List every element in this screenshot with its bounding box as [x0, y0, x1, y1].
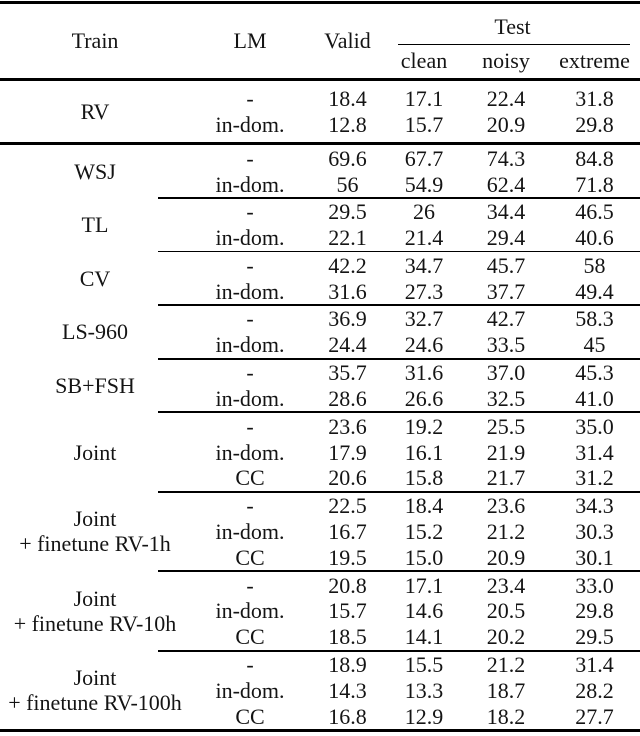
train-label-line: Joint	[73, 439, 117, 465]
train-label	[0, 652, 190, 730]
cell-extreme: 31.8	[575, 85, 614, 111]
cell-clean: 13.3	[404, 677, 444, 703]
cell-lm: -	[246, 252, 254, 278]
cell-lm: -	[246, 572, 254, 598]
train-label	[0, 572, 190, 650]
cell-noisy: 18.7	[486, 677, 526, 703]
cell-noisy: 22.4	[486, 85, 526, 111]
cell-clean: 15.5	[404, 652, 444, 678]
header-extreme: extreme	[559, 48, 630, 74]
cell-valid: 12.8	[328, 111, 367, 137]
cell-extreme: 27.7	[575, 703, 614, 729]
cell-extreme: 31.4	[575, 439, 614, 465]
train-label	[0, 145, 190, 197]
cell-clean: 18.4	[404, 493, 444, 519]
train-label-line: TL	[81, 212, 109, 238]
train-label	[0, 86, 190, 138]
cell-valid: 18.4	[328, 85, 367, 111]
header-test-subcolumns	[385, 45, 640, 77]
table-body	[0, 81, 640, 730]
cell-noisy: 42.7	[486, 306, 526, 332]
cell-extreme: 31.2	[575, 465, 614, 491]
cell-clean: 54.9	[404, 171, 444, 197]
train-group-tl	[0, 199, 640, 251]
cell-noisy: 18.2	[486, 703, 526, 729]
header-test-block	[385, 4, 640, 78]
cell-noisy: 45.7	[486, 252, 526, 278]
cell-noisy: 20.2	[486, 624, 526, 650]
cell-clean: 15.7	[404, 111, 444, 137]
cell-valid: 69.6	[328, 145, 367, 171]
cell-noisy: 33.5	[486, 332, 526, 358]
cell-extreme: 71.8	[575, 171, 614, 197]
cell-extreme: 29.5	[575, 624, 614, 650]
cell-valid: 20.8	[328, 572, 367, 598]
cell-clean: 12.9	[404, 703, 444, 729]
cell-extreme: 30.1	[575, 544, 614, 570]
cell-valid: 23.6	[328, 413, 367, 439]
cell-lm: in-dom.	[215, 332, 285, 358]
cell-clean: 24.6	[404, 332, 444, 358]
cell-extreme: 34.3	[575, 493, 614, 519]
cell-valid: 18.5	[328, 624, 367, 650]
cell-clean: 34.7	[404, 252, 444, 278]
train-label	[0, 199, 190, 251]
cell-extreme: 33.0	[575, 572, 614, 598]
cell-lm: -	[246, 85, 254, 111]
header-valid: Valid	[324, 27, 371, 53]
cell-valid: 16.8	[328, 703, 367, 729]
cell-extreme: 49.4	[575, 278, 614, 304]
cell-extreme: 41.0	[575, 385, 614, 411]
cell-clean: 26.6	[404, 385, 444, 411]
cell-lm: in-dom.	[215, 278, 285, 304]
cell-extreme: 35.0	[575, 413, 614, 439]
cell-extreme: 28.2	[575, 677, 614, 703]
cell-noisy: 29.4	[486, 225, 526, 251]
train-label-line: + finetune RV-1h	[19, 531, 171, 557]
train-label-line: Joint	[73, 665, 117, 691]
cell-lm: in-dom.	[215, 385, 285, 411]
cell-extreme: 40.6	[575, 225, 614, 251]
cell-clean: 32.7	[404, 306, 444, 332]
cell-lm: CC	[235, 703, 265, 729]
train-group-joint-finetune-rv-10h	[0, 572, 640, 650]
cell-clean: 15.2	[404, 518, 444, 544]
train-label	[0, 493, 190, 571]
cell-lm: in-dom.	[215, 111, 285, 137]
cell-clean: 14.6	[404, 598, 444, 624]
train-label-line: SB+FSH	[55, 372, 135, 398]
cell-noisy: 23.6	[486, 493, 526, 519]
cell-clean: 14.1	[404, 624, 444, 650]
cell-clean: 17.1	[404, 85, 444, 111]
train-label-line: + finetune RV-10h	[13, 610, 177, 636]
cell-extreme: 29.8	[575, 598, 614, 624]
train-group-rv	[0, 81, 640, 143]
cell-valid: 24.4	[328, 332, 367, 358]
header-noisy: noisy	[482, 48, 530, 74]
cell-noisy: 23.4	[486, 572, 526, 598]
train-label-line: CV	[79, 265, 111, 291]
train-group-joint	[0, 413, 640, 491]
header-clean: clean	[400, 48, 448, 74]
cell-lm: CC	[235, 544, 265, 570]
train-group-sb-fsh	[0, 360, 640, 412]
cell-valid: 14.3	[328, 677, 367, 703]
cell-noisy: 62.4	[486, 171, 526, 197]
train-label-line: Joint	[73, 506, 117, 532]
cell-noisy: 34.4	[486, 199, 526, 225]
cell-lm: -	[246, 413, 254, 439]
cell-noisy: 25.5	[486, 413, 526, 439]
cell-noisy: 20.9	[486, 111, 526, 137]
cell-noisy: 74.3	[486, 145, 526, 171]
train-group-ls-960	[0, 306, 640, 358]
cell-clean: 19.2	[404, 413, 444, 439]
cell-noisy: 32.5	[486, 385, 526, 411]
cell-extreme: 84.8	[575, 145, 614, 171]
train-label-line: RV	[80, 98, 110, 124]
train-label-line: LS-960	[62, 319, 128, 345]
cell-valid: 29.5	[328, 199, 367, 225]
cell-lm: in-dom.	[215, 439, 285, 465]
header-test: Test	[494, 13, 531, 39]
cell-valid: 22.5	[328, 493, 367, 519]
table-bottom-rule	[0, 729, 640, 732]
cell-valid: 15.7	[328, 598, 367, 624]
cell-extreme: 46.5	[575, 199, 614, 225]
table-header	[0, 4, 640, 78]
train-label-line: + finetune RV-100h	[8, 690, 182, 716]
train-label-line: WSJ	[74, 158, 116, 184]
cell-clean: 67.7	[404, 145, 444, 171]
cell-valid: 35.7	[328, 360, 367, 386]
header-lm: LM	[233, 27, 267, 53]
cell-valid: 36.9	[328, 306, 367, 332]
cell-valid: 56	[336, 171, 359, 197]
cell-clean: 31.6	[404, 360, 444, 386]
cell-lm: -	[246, 145, 254, 171]
cell-noisy: 21.9	[486, 439, 526, 465]
header-train: Train	[71, 27, 119, 53]
cell-extreme: 45.3	[575, 360, 614, 386]
cell-lm: in-dom.	[215, 598, 285, 624]
cell-extreme: 29.8	[575, 111, 614, 137]
cell-lm: -	[246, 493, 254, 519]
cell-extreme: 58.3	[575, 306, 614, 332]
cell-valid: 16.7	[328, 518, 367, 544]
cell-clean: 15.0	[404, 544, 444, 570]
cell-valid: 31.6	[328, 278, 367, 304]
cell-lm: CC	[235, 624, 265, 650]
cell-valid: 18.9	[328, 652, 367, 678]
cell-lm: CC	[235, 465, 265, 491]
cell-extreme: 30.3	[575, 518, 614, 544]
cell-lm: -	[246, 199, 254, 225]
cell-lm: -	[246, 652, 254, 678]
train-label	[0, 306, 190, 358]
cell-extreme: 31.4	[575, 652, 614, 678]
cell-lm: -	[246, 306, 254, 332]
cell-clean: 26	[413, 199, 435, 225]
cell-clean: 27.3	[404, 278, 444, 304]
train-group-cv	[0, 252, 640, 304]
cell-valid: 28.6	[328, 385, 367, 411]
cell-noisy: 21.2	[486, 652, 526, 678]
cell-clean: 21.4	[404, 225, 444, 251]
cell-clean: 16.1	[404, 439, 444, 465]
cell-valid: 19.5	[328, 544, 367, 570]
cell-valid: 22.1	[328, 225, 367, 251]
cell-noisy: 21.2	[486, 518, 526, 544]
cell-lm: in-dom.	[215, 677, 285, 703]
cell-extreme: 45	[583, 332, 606, 358]
cell-clean: 17.1	[404, 572, 444, 598]
cell-valid: 42.2	[328, 252, 367, 278]
train-group-wsj	[0, 145, 640, 197]
train-group-joint-finetune-rv-1h	[0, 493, 640, 571]
cell-noisy: 37.0	[486, 360, 526, 386]
cell-noisy: 21.7	[486, 465, 526, 491]
train-label-line: Joint	[73, 585, 117, 611]
cell-lm: -	[246, 360, 254, 386]
train-label	[0, 413, 190, 491]
cell-noisy: 20.9	[486, 544, 526, 570]
cell-lm: in-dom.	[215, 518, 285, 544]
train-label	[0, 360, 190, 412]
cell-clean: 15.8	[404, 465, 444, 491]
cell-lm: in-dom.	[215, 171, 285, 197]
cell-extreme: 58	[583, 252, 606, 278]
cell-valid: 17.9	[328, 439, 367, 465]
cell-noisy: 37.7	[486, 278, 526, 304]
train-label	[0, 252, 190, 304]
cell-noisy: 20.5	[486, 598, 526, 624]
cell-valid: 20.6	[328, 465, 367, 491]
cell-lm: in-dom.	[215, 225, 285, 251]
train-group-joint-finetune-rv-100h	[0, 652, 640, 730]
